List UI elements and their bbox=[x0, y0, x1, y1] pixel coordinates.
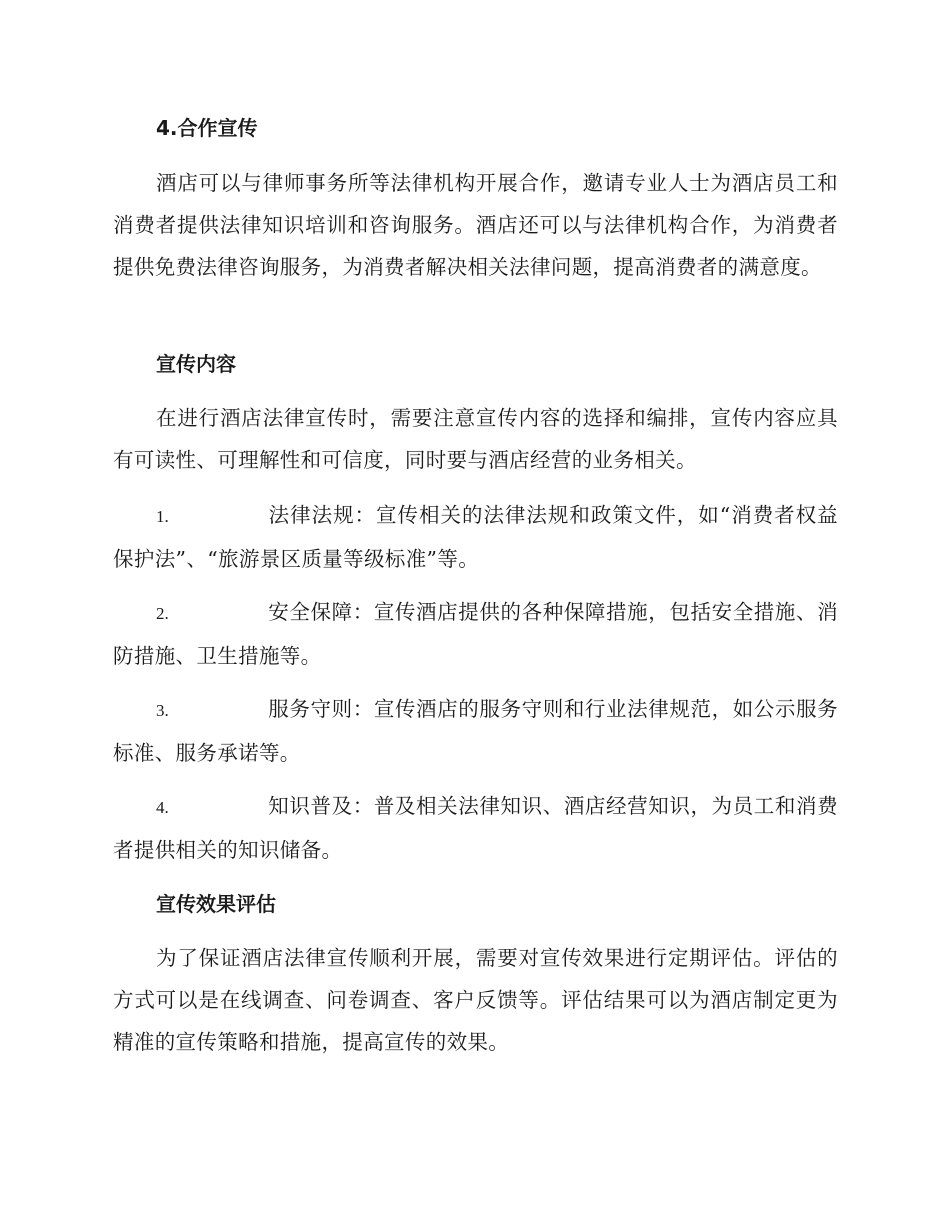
list-item bbox=[113, 591, 838, 677]
list-item bbox=[113, 688, 838, 774]
list-item-text: 法律法规：宣传相关的法律法规和政策文件，如“消费者权益保护法”、“旅游景区质量等级标准”等。 bbox=[113, 503, 838, 571]
section-heading-cooperation: 4.合作宣传 bbox=[156, 116, 258, 140]
list-item-text: 安全保障：宣传酒店提供的各种保障措施，包括安全措施、消防措施、卫生措施等。 bbox=[113, 600, 838, 668]
list-item-number: 1. bbox=[156, 507, 169, 526]
list-item-number: 4. bbox=[156, 798, 169, 817]
list-item-text: 知识普及：普及相关法律知识、酒店经营知识，为员工和消费者提供相关的知识储备。 bbox=[113, 794, 838, 862]
section-heading-content: 宣传内容 bbox=[156, 352, 236, 376]
list-item bbox=[113, 785, 838, 871]
list-item-number: 2. bbox=[156, 604, 169, 623]
section-heading-evaluation: 宣传效果评估 bbox=[156, 892, 276, 916]
paragraph-content: 在进行酒店法律宣传时，需要注意宣传内容的选择和编排，宣传内容应具有可读性、可理解性和可信度，同时要与酒店经营的业务相关。 bbox=[113, 406, 838, 472]
paragraph-evaluation: 为了保证酒店法律宣传顺利开展，需要对宣传效果进行定期评估。评估的方式可以是在线调查、问卷调查、客户反馈等。评估结果可以为酒店制定更为精准的宣传策略和措施，提高宣传的效果。 bbox=[113, 946, 838, 1054]
list-item-number: 3. bbox=[156, 701, 169, 720]
list-item-text: 服务守则：宣传酒店的服务守则和行业法律规范，如公示服务标准、服务承诺等。 bbox=[113, 697, 838, 765]
paragraph-cooperation: 酒店可以与律师事务所等法律机构开展合作，邀请专业人士为酒店员工和消费者提供法律知识培训和咨询服务。酒店还可以与法律机构合作，为消费者提供免费法律咨询服务，为消费者解决相关法律问题，提高消费者的满意度。 bbox=[113, 171, 838, 279]
list-item bbox=[113, 494, 838, 580]
